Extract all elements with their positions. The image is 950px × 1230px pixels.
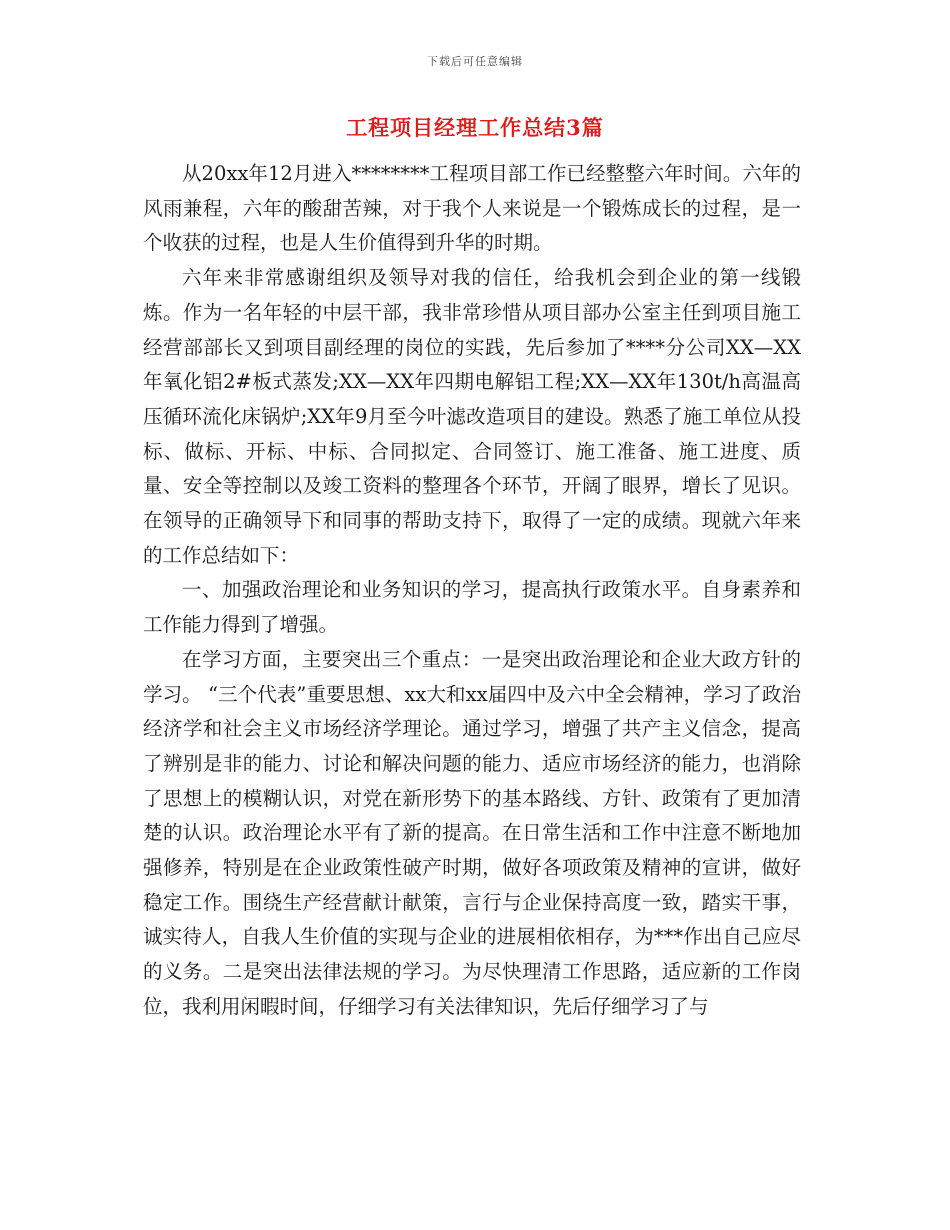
paragraph-experience: 六年来非常感谢组织及领导对我的信任，给我机会到企业的第一线锻炼。作为一名年轻的中层干部，我非常珍惜从项目部办公室主任到项目施工经营部部长又到项目副经理的岗位的实践，先后参加了****分公司XX—XX年氧化铝2#板式蒸发;XX—XX年四期电解铝工程;XX—XX年130t/h高温高压循环流化床锅炉;XX年9月至今叶滤改造项目的建设。熟悉了施工单位从投标、做标、开标、中标、合同拟定、合同签订、施工准备、施工进度、质量、安全等控制以及竣工资料的整理各个环节，开阔了眼界，增长了见识。在领导的正确领导下和同事的帮助支持下，取得了一定的成绩。现就六年来的工作总结如下：	[143, 266, 801, 567]
document-body	[143, 157, 801, 1025]
paragraph-intro: 从20xx年12月进入********工程项目部工作已经整整六年时间。六年的风雨兼程，六年的酸甜苦辣，对于我个人来说是一个锻炼成长的过程，是一个收获的过程，也是人生价值得到升华的时期。	[143, 162, 801, 255]
document-title: 工程项目经理工作总结3篇	[346, 115, 604, 140]
paragraph-study: 在学习方面，主要突出三个重点：一是突出政治理论和企业大政方针的学习。 “三个代表”重要思想、xx大和xx届四中及六中全会精神，学习了政治经济学和社会主义市场经济学理论。通过学习，增强了共产主义信念，提高了辨别是非的能力、讨论和解决问题的能力、适应市场经济的能力，也消除了思想上的模糊认识，对党在新形势下的基本路线、方针、政策有了更加清楚的认识。政治理论水平有了新的提高。在日常生活和工作中注意不断地加强修养，特别是在企业政策性破产时期，做好各项政策及精神的宣讲，做好稳定工作。围绕生产经营献计献策，言行与企业保持高度一致，踏实干事，诚实待人，自我人生价值的实现与企业的进展相依相存，为***作出自己应尽的义务。二是突出法律法规的学习。为尽快理清工作思路，适应新的工作岗位，我利用闲暇时间，仔细学习有关法律知识，先后仔细学习了与	[143, 647, 801, 1018]
page-header-note: 下载后可任意编辑	[427, 55, 523, 68]
paragraph-section-one-heading: 一、加强政治理论和业务知识的学习，提高执行政策水平。自身素养和工作能力得到了增强。	[143, 578, 801, 637]
